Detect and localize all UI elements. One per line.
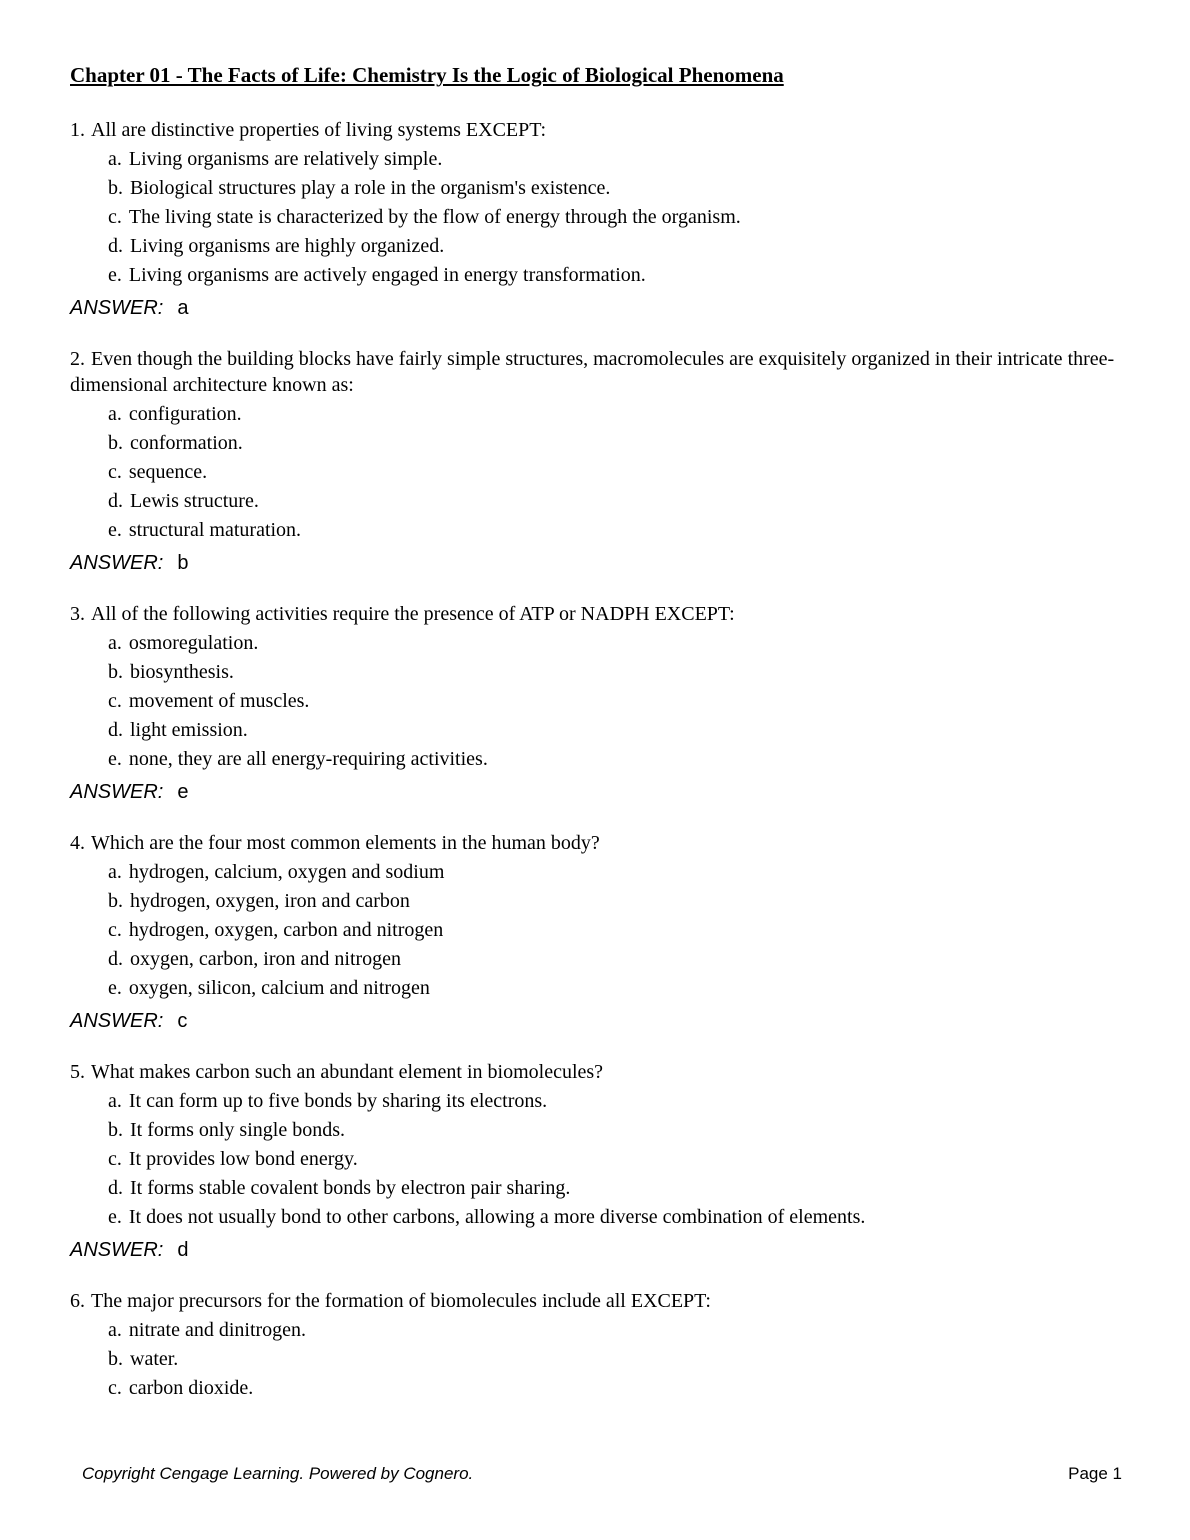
choices-list	[70, 398, 1120, 543]
choice-item	[108, 885, 1120, 914]
choice-item	[108, 456, 1120, 485]
choice-text: movement of muscles.	[128, 690, 310, 712]
answer-label: ANSWER:	[70, 781, 164, 803]
answer-value: b	[177, 552, 189, 574]
choice-item	[108, 172, 1120, 201]
choice-letter: d.	[108, 719, 123, 741]
choice-text: It can form up to five bonds by sharing its electrons.	[128, 1090, 548, 1112]
choice-letter: a.	[108, 861, 122, 883]
answer-value: c	[177, 1010, 188, 1032]
choice-letter: a.	[108, 1090, 122, 1112]
answer-label: ANSWER:	[70, 1239, 164, 1261]
choice-letter: b.	[108, 432, 123, 454]
choice-letter: d.	[108, 490, 123, 512]
choice-text: hydrogen, calcium, oxygen and sodium	[128, 861, 445, 883]
choice-text: It provides low bond energy.	[128, 1148, 358, 1170]
choice-letter: e.	[108, 748, 122, 770]
choice-text: conformation.	[130, 432, 243, 454]
choice-letter: c.	[108, 206, 122, 228]
question-block	[70, 346, 1120, 576]
choice-letter: c.	[108, 919, 122, 941]
question-body-text: What makes carbon such an abundant element in biomolecules?	[91, 1061, 604, 1083]
question-number: 3.	[70, 603, 85, 625]
question-body-text: Even though the building blocks have fairly simple structures, macromolecules are exquisitely organized in their intricate three-dimensional architecture known as:	[70, 348, 1115, 396]
choice-text: Living organisms are relatively simple.	[128, 148, 443, 170]
question-block	[70, 117, 1120, 321]
choice-text: light emission.	[130, 719, 248, 741]
choice-item	[108, 259, 1120, 288]
choice-letter: d.	[108, 948, 123, 970]
choice-item	[108, 1372, 1120, 1401]
choice-item	[108, 1172, 1120, 1201]
choice-text: structural maturation.	[128, 519, 302, 541]
footer-copyright: Copyright Cengage Learning. Powered by Cognero.	[82, 1464, 474, 1483]
question-block	[70, 601, 1120, 805]
choice-text: Lewis structure.	[130, 490, 259, 512]
choices-list	[70, 627, 1120, 772]
question-number: 4.	[70, 832, 85, 854]
footer-page-number: Page 1	[1068, 1464, 1122, 1483]
choice-item	[108, 201, 1120, 230]
choice-text: It does not usually bond to other carbons, allowing a more diverse combination of elements.	[128, 1206, 866, 1228]
choice-text: The living state is characterized by the flow of energy through the organism.	[128, 206, 741, 228]
question-number: 1.	[70, 119, 85, 141]
page-title: Chapter 01 - The Facts of Life: Chemistry Is the Logic of Biological Phenomena	[70, 63, 784, 87]
answer-value: e	[177, 781, 189, 803]
choice-text: It forms only single bonds.	[130, 1119, 345, 1141]
choice-letter: a.	[108, 632, 122, 654]
choice-text: osmoregulation.	[128, 632, 259, 654]
choice-letter: a.	[108, 1319, 122, 1341]
choice-letter: b.	[108, 177, 123, 199]
choice-item	[108, 1201, 1120, 1230]
choice-letter: c.	[108, 1377, 122, 1399]
question-text	[70, 346, 1120, 398]
choice-text: Biological structures play a role in the organism's existence.	[130, 177, 611, 199]
choice-item	[108, 714, 1120, 743]
choice-letter: c.	[108, 461, 122, 483]
question-body-text: The major precursors for the formation of biomolecules include all EXCEPT:	[91, 1290, 711, 1312]
choice-item	[108, 485, 1120, 514]
choice-item	[108, 1343, 1120, 1372]
choice-item	[108, 1143, 1120, 1172]
question-body-text: Which are the four most common elements in the human body?	[91, 832, 600, 854]
question-body-text: All of the following activities require the presence of ATP or NADPH EXCEPT:	[91, 603, 735, 625]
choice-item	[108, 856, 1120, 885]
question-text	[70, 117, 1120, 143]
question-text	[70, 1059, 1120, 1085]
choice-text: oxygen, silicon, calcium and nitrogen	[128, 977, 430, 999]
choice-item	[108, 514, 1120, 543]
choice-letter: d.	[108, 1177, 123, 1199]
choice-letter: e.	[108, 977, 122, 999]
questions-container	[70, 117, 1120, 1401]
choice-item	[108, 656, 1120, 685]
question-block	[70, 1059, 1120, 1263]
choice-text: biosynthesis.	[130, 661, 234, 683]
choice-letter: b.	[108, 1119, 123, 1141]
answer-label: ANSWER:	[70, 552, 164, 574]
answer-value: d	[177, 1239, 189, 1261]
choice-text: hydrogen, oxygen, iron and carbon	[130, 890, 410, 912]
choices-list	[70, 1314, 1120, 1401]
answer-line	[70, 1008, 1120, 1034]
choice-text: hydrogen, oxygen, carbon and nitrogen	[128, 919, 444, 941]
choice-text: water.	[130, 1348, 179, 1370]
choice-letter: e.	[108, 1206, 122, 1228]
answer-value: a	[177, 297, 189, 319]
choice-text: none, they are all energy-requiring activities.	[128, 748, 488, 770]
choice-item	[108, 1314, 1120, 1343]
question-text	[70, 830, 1120, 856]
choice-text: oxygen, carbon, iron and nitrogen	[130, 948, 402, 970]
choice-letter: b.	[108, 1348, 123, 1370]
question-text	[70, 1288, 1120, 1314]
choice-letter: e.	[108, 519, 122, 541]
answer-line	[70, 779, 1120, 805]
choice-letter: a.	[108, 403, 122, 425]
choice-item	[108, 398, 1120, 427]
choice-text: carbon dioxide.	[128, 1377, 254, 1399]
choice-letter: e.	[108, 264, 122, 286]
choice-text: configuration.	[128, 403, 242, 425]
choice-item	[108, 972, 1120, 1001]
choice-text: nitrate and dinitrogen.	[128, 1319, 307, 1341]
choice-letter: d.	[108, 235, 123, 257]
answer-label: ANSWER:	[70, 1010, 164, 1032]
page-footer	[82, 1464, 1122, 1484]
choice-item	[108, 1085, 1120, 1114]
choice-item	[108, 914, 1120, 943]
choice-item	[108, 143, 1120, 172]
question-number: 2.	[70, 348, 85, 370]
choice-item	[108, 685, 1120, 714]
answer-line	[70, 295, 1120, 321]
choice-letter: b.	[108, 890, 123, 912]
choice-text: Living organisms are highly organized.	[130, 235, 445, 257]
choices-list	[70, 143, 1120, 288]
choice-letter: c.	[108, 1148, 122, 1170]
choice-text: sequence.	[128, 461, 208, 483]
question-number: 6.	[70, 1290, 85, 1312]
choice-letter: b.	[108, 661, 123, 683]
choice-letter: a.	[108, 148, 122, 170]
question-body-text: All are distinctive properties of living systems EXCEPT:	[91, 119, 547, 141]
choice-item	[108, 230, 1120, 259]
question-block	[70, 1288, 1120, 1401]
choices-list	[70, 856, 1120, 1001]
question-number: 5.	[70, 1061, 85, 1083]
choice-item	[108, 427, 1120, 456]
choice-letter: c.	[108, 690, 122, 712]
answer-line	[70, 1237, 1120, 1263]
question-block	[70, 830, 1120, 1034]
choice-item	[108, 743, 1120, 772]
choice-item	[108, 627, 1120, 656]
choice-item	[108, 1114, 1120, 1143]
choices-list	[70, 1085, 1120, 1230]
question-text	[70, 601, 1120, 627]
choice-text: It forms stable covalent bonds by electron pair sharing.	[130, 1177, 571, 1199]
choice-text: Living organisms are actively engaged in energy transformation.	[128, 264, 646, 286]
answer-label: ANSWER:	[70, 297, 164, 319]
answer-line	[70, 550, 1120, 576]
choice-item	[108, 943, 1120, 972]
